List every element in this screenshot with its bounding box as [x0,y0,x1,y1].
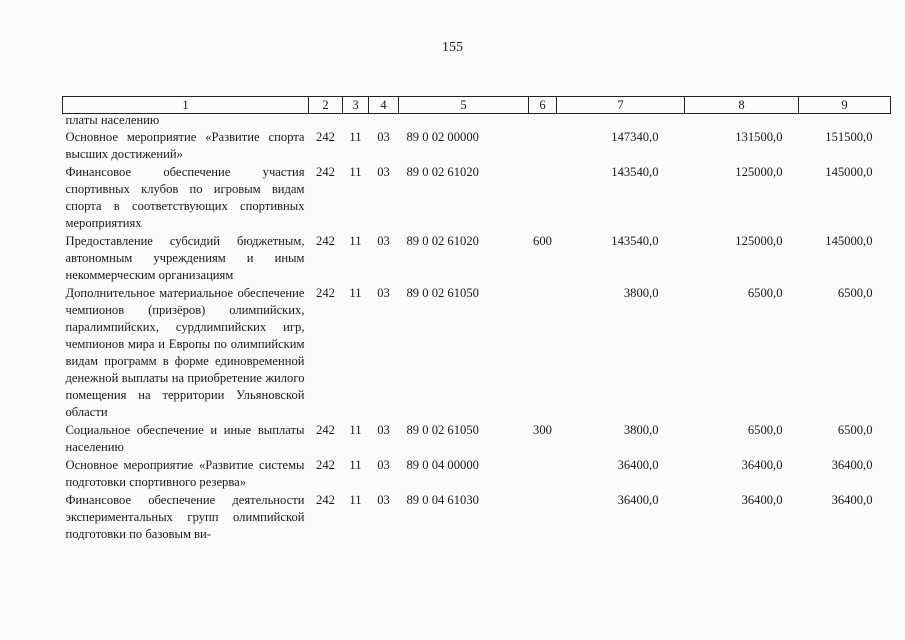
carry-over-row [63,114,891,130]
cell-col-8: 6500,0 [747,286,783,300]
cell-col-7: 3800,0 [623,423,659,437]
cell-col-7: 36400,0 [617,493,659,507]
column-header: 7 [557,97,685,114]
cell-col-3: 11 [349,458,362,472]
cell-col-9: 151500,0 [825,130,873,144]
table-row [63,129,891,164]
cell-col-8: 131500,0 [735,130,783,144]
cell-col-4: 03 [377,165,390,179]
cell-col-2: 242 [316,286,335,300]
cell-col-3: 11 [349,286,362,300]
table-row [63,164,891,233]
column-header: 5 [399,97,529,114]
cell-col-4: 03 [377,458,390,472]
cell-col-7: 143540,0 [611,234,659,248]
cell-col-6: 300 [533,423,552,437]
cell-col-3: 11 [349,130,362,144]
row-name: Основное мероприятие «Развитие системы подготовки спортивного резерва» [65,458,305,489]
table-header-row [63,97,891,114]
cell-col-2: 242 [316,458,335,472]
cell-col-6 [529,285,557,422]
column-header: 3 [343,97,369,114]
cell-col-9: 36400,0 [831,493,873,507]
cell-col-8: 125000,0 [735,165,783,179]
row-name: Финансовое обеспечение участия спортивных клубов по игровым видам спорта в соответствующих спортивных мероприятиях [65,165,305,230]
cell-col-5: 89 0 02 61050 [406,286,479,300]
table-row [63,233,891,285]
cell-col-8: 36400,0 [741,493,783,507]
cell-col-6 [529,164,557,233]
cell-col-8: 6500,0 [747,423,783,437]
column-header: 9 [799,97,891,114]
cell-col-9: 145000,0 [825,165,873,179]
cell-col-6 [529,457,557,492]
row-name: Социальное обеспечение и иные выплаты населению [65,423,305,454]
cell-col-5: 89 0 04 00000 [406,458,479,472]
row-name: Финансовое обеспечение деятельности экспериментальных групп олимпийской подготовки по базовым ви- [65,493,305,541]
cell-col-5: 89 0 02 61050 [406,423,479,437]
carry-over-text: платы населению [65,113,160,127]
cell-col-6 [529,492,557,544]
cell-col-3: 11 [349,234,362,248]
table-row [63,457,891,492]
cell-col-7: 143540,0 [611,165,659,179]
cell-col-3: 11 [349,493,362,507]
table-row [63,492,891,544]
cell-col-9: 145000,0 [825,234,873,248]
cell-col-2: 242 [316,130,335,144]
cell-col-2: 242 [316,493,335,507]
cell-col-8: 36400,0 [741,458,783,472]
table-row [63,285,891,422]
cell-col-7: 36400,0 [617,458,659,472]
cell-col-6: 600 [533,234,552,248]
page-number: 155 [442,40,463,55]
cell-col-2: 242 [316,234,335,248]
cell-col-9: 6500,0 [837,286,873,300]
cell-col-3: 11 [349,165,362,179]
cell-col-3: 11 [349,423,362,437]
cell-col-9: 36400,0 [831,458,873,472]
cell-col-4: 03 [377,130,390,144]
cell-col-9: 6500,0 [837,423,873,437]
cell-col-4: 03 [377,234,390,248]
table-row [63,422,891,457]
column-header: 8 [685,97,799,114]
cell-col-5: 89 0 04 61030 [406,493,479,507]
column-header: 6 [529,97,557,114]
cell-col-6 [529,129,557,164]
column-header: 2 [309,97,343,114]
cell-col-5: 89 0 02 00000 [406,130,479,144]
budget-table [62,96,891,544]
cell-col-4: 03 [377,286,390,300]
cell-col-5: 89 0 02 61020 [406,165,479,179]
row-name: Дополнительное материальное обеспечение чемпионов (призёров) олимпийских, паралимпийских, сурдлимпийских игр, чемпионов мира и Европы по олимпийским видам программ в форме единовременной денежной выплаты на приобретение жилого помещения на территории Ульяновской области [65,286,305,419]
cell-col-2: 242 [316,165,335,179]
row-name: Основное мероприятие «Развитие спорта высших достижений» [65,130,305,161]
column-header: 4 [369,97,399,114]
cell-col-7: 3800,0 [623,286,659,300]
cell-col-7: 147340,0 [611,130,659,144]
cell-col-2: 242 [316,423,335,437]
cell-col-4: 03 [377,423,390,437]
cell-col-5: 89 0 02 61020 [406,234,479,248]
cell-col-4: 03 [377,493,390,507]
column-header: 1 [63,97,309,114]
cell-col-8: 125000,0 [735,234,783,248]
row-name: Предоставление субсидий бюджетным, автономным учреждениям и иным некоммерческим организациям [65,234,305,282]
